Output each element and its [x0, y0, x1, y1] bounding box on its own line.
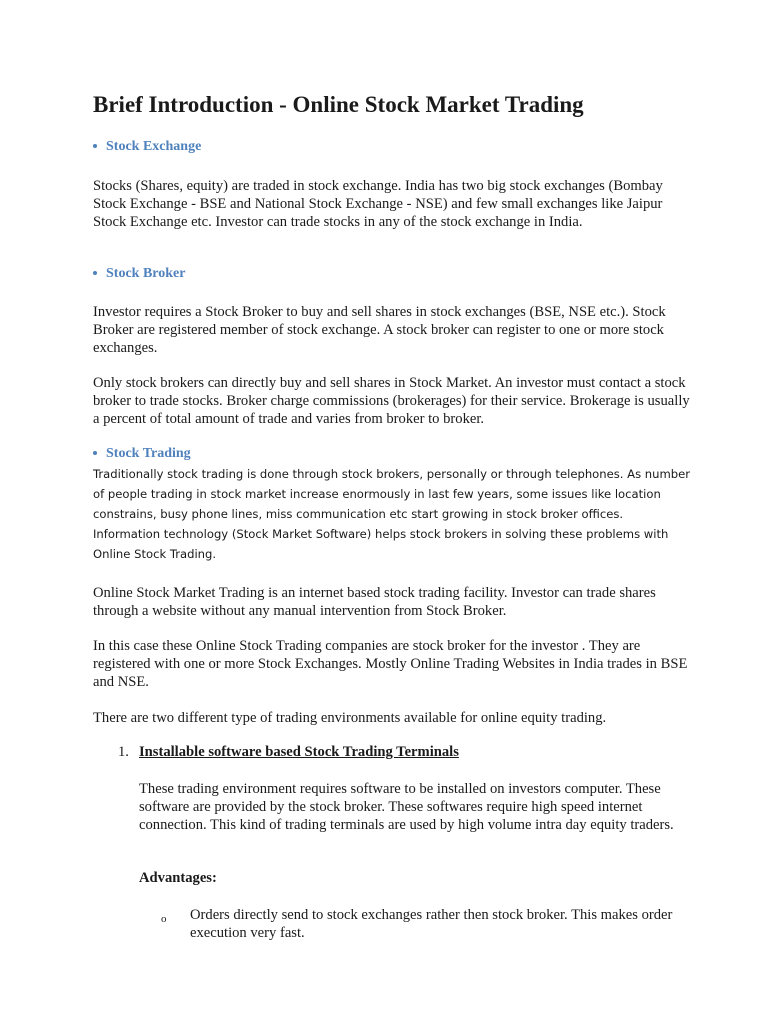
trading-environments-paragraph: There are two different type of trading environments available for online equity trading.	[93, 710, 607, 726]
online-trading-paragraph: Online Stock Market Trading is an internet based stock trading facility. Investor can trade shares through a website without any manual intervention from Stock Broker.	[93, 585, 656, 619]
section-heading-stock-exchange	[93, 139, 201, 155]
stock-broker-paragraph-2: Only stock brokers can directly buy and sell shares in Stock Market. An investor must contact a stock broker to trade stocks. Broker charge commissions (brokerages) for their service. Brokerage is usually a percent of total amount of trade and varies from broker to broker.	[93, 375, 690, 427]
bullet-icon	[93, 144, 97, 148]
page-title: Brief Introduction - Online Stock Market Trading	[93, 92, 584, 117]
section-heading-stock-trading	[93, 446, 191, 462]
stock-broker-paragraph-1: Investor requires a Stock Broker to buy and sell shares in stock exchanges (BSE, NSE etc.). Stock Broker are registered member of stock exchange. A stock broker can register to one or more stock exchanges.	[93, 304, 666, 356]
list-item-body: These trading environment requires software to be installed on investors computer. These software are provided by the stock broker. These softwares require high speed internet connection. This kind of trading terminals are used by high volume intra day equity traders.	[139, 781, 674, 833]
section-heading-label: Stock Exchange	[106, 139, 202, 154]
trading-companies-paragraph: In this case these Online Stock Trading companies are stock broker for the investor . They are registered with one or more Stock Exchanges. Mostly Online Trading Websites in India trades in BSE and NSE.	[93, 638, 688, 690]
section-heading-label: Stock Broker	[106, 266, 186, 281]
circle-bullet-icon: o	[161, 913, 167, 925]
advantage-text: Orders directly send to stock exchanges rather then stock broker. This makes order execution very fast.	[190, 907, 673, 941]
list-item-heading	[118, 744, 459, 761]
list-item-title: Installable software based Stock Trading Terminals	[139, 744, 459, 760]
bullet-icon	[93, 271, 97, 275]
section-heading-stock-broker	[93, 266, 185, 282]
advantage-item	[161, 906, 681, 942]
stock-exchange-paragraph: Stocks (Shares, equity) are traded in stock exchange. India has two big stock exchanges (Bombay Stock Exchange - BSE and National Stock Exchange - NSE) and few small exchanges like Jaipur Stock Exchange etc. Investor can trade stocks in any of the stock exchange in India.	[93, 178, 663, 230]
bullet-icon	[93, 451, 97, 455]
list-number: 1.	[118, 744, 129, 760]
advantages-label: Advantages:	[139, 870, 217, 886]
stock-trading-paragraph: Traditionally stock trading is done through stock brokers, personally or through telephones. As number of people trading in stock market increase enormously in last few years, some issues like location constrains, busy phone lines, miss communication etc start growing in stock broker offices. Information technology (Stock Market Software) helps stock brokers in solving these problems with Online Stock Trading.	[93, 467, 691, 561]
section-heading-label: Stock Trading	[106, 446, 191, 461]
